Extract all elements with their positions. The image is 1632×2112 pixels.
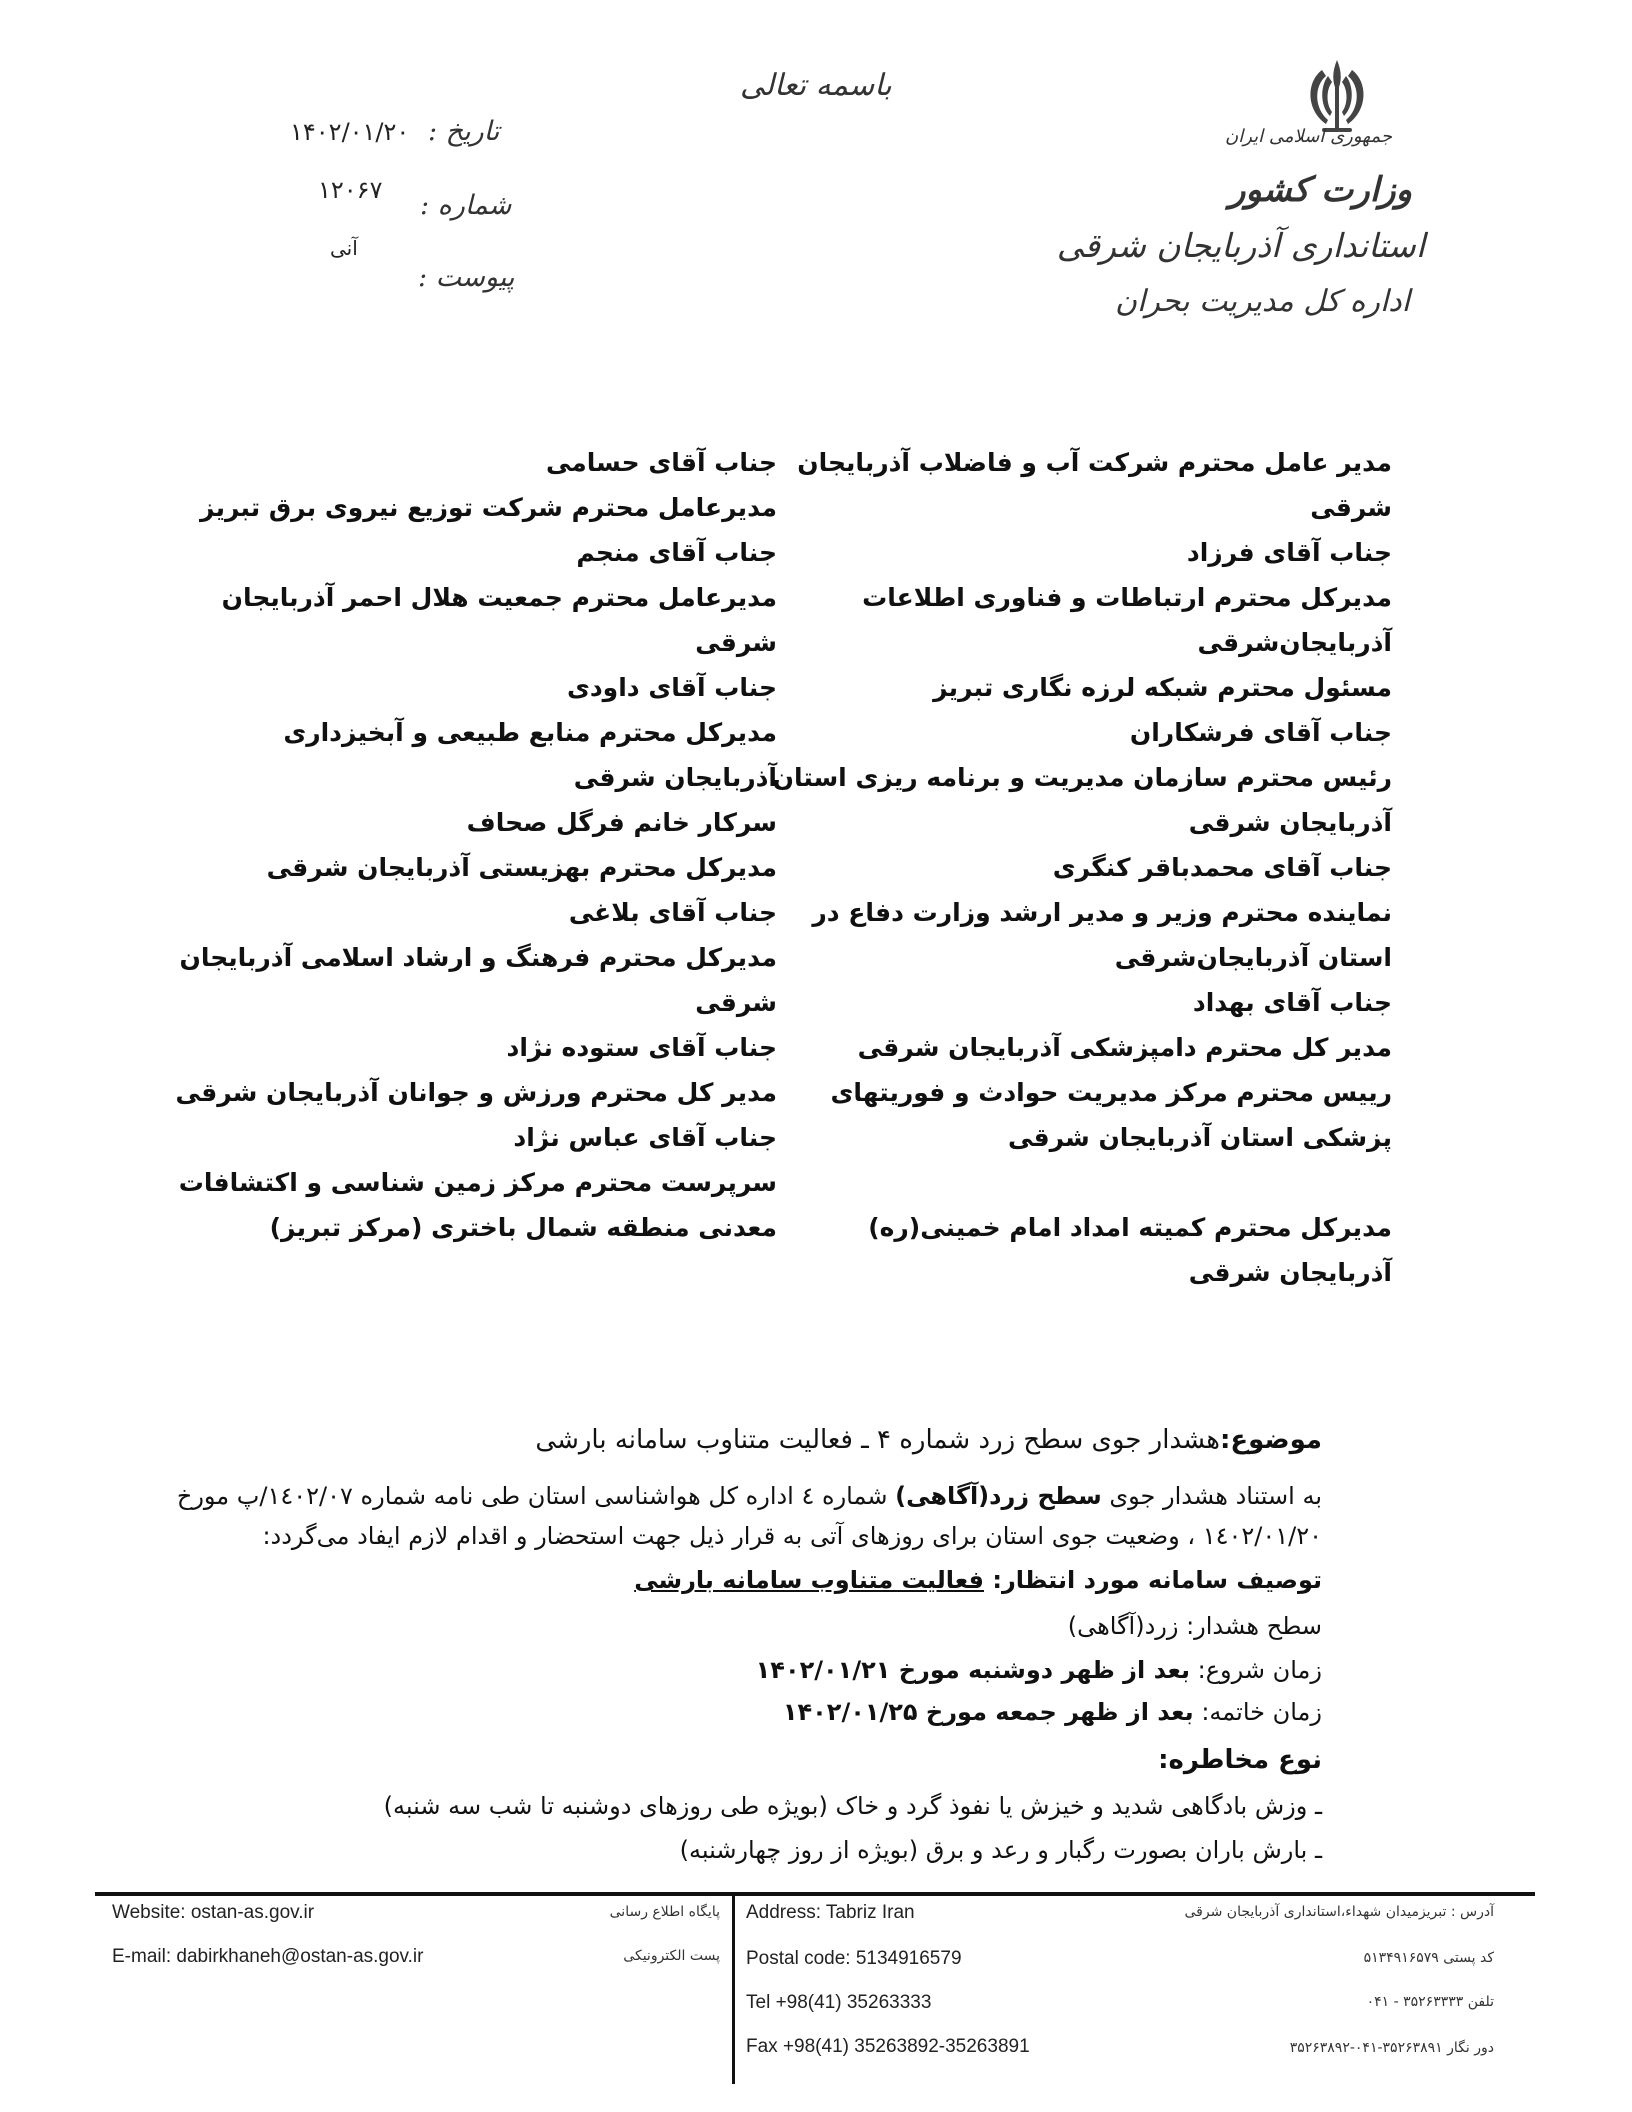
recipient-line: مدیرکل محترم ارتباطات و فناوری اطلاعات [862,583,1392,612]
recipient-line: مدیرعامل محترم شرکت توزیع نیروی برق تبریز [200,493,777,522]
recipient-line: رییس محترم مرکز مدیریت حوادث و فوریتهای [830,1078,1392,1107]
footer-website: Website: ostan-as.gov.ir [112,1902,315,1923]
recipient-line: جناب آقای منجم [576,538,777,567]
recipient-line: نماینده محترم وزیر و مدیر ارشد وزارت دفاع در [812,898,1392,927]
recipient-line: جناب آقای فرشکاران [1129,718,1392,747]
body-paragraph-line-1 [177,1476,1322,1516]
recipient-line: سرکار خانم فرگل صحاف [466,808,777,837]
recipient-line: پزشکی استان آذربایجان شرقی [1007,1123,1392,1152]
recipient-line: شرقی [695,988,777,1017]
urgency-value: آنی [330,236,358,260]
recipient-line: مدیر کل محترم ورزش و جوانان آذربایجان شرقی [175,1078,777,1107]
number-label: شماره : [420,190,512,221]
recipient-line: مسئول محترم شبکه لرزه نگاری تبریز [933,673,1392,702]
date-value: ۱۴۰۲/۰۱/۲۰ [290,118,410,146]
recipient-line: جناب آقای فرزاد [1186,538,1392,567]
description-value: فعالیت متناوب سامانه بارشی [634,1566,985,1594]
footer-address: Address: Tabriz Iran [746,1902,915,1923]
alert-level-emphasis: سطح زرد(آگاهی) [895,1482,1102,1510]
recipient-line: مدیرکل محترم منابع طبیعی و آبخیزداری [283,718,777,747]
recipient-line: جناب آقای محمدباقر کنگری [1052,853,1392,882]
org-governorate: استانداری آذربایجان شرقی [1056,226,1425,265]
description-label: توصیف سامانه مورد انتظار: [984,1566,1322,1594]
recipient-line: جناب آقای بلاغی [568,898,777,927]
recipient-line: جناب آقای حسامی [546,448,777,477]
org-ministry: وزارت کشور [1228,170,1412,210]
recipient-line: مدیر کل محترم دامپزشکی آذربایجان شرقی [857,1033,1392,1062]
recipients-right-column [772,440,1392,1295]
body-text: به استناد هشدار جوی [1101,1482,1322,1510]
subject-label: موضوع: [1220,1425,1322,1455]
recipient-line: آذربایجان‌شرقی [1197,628,1392,657]
footer-tel: Tel +98(41) 35263333 [746,1992,932,2013]
start-time-line [756,1650,1322,1690]
start-value: بعد از ظهر دوشنبه مورخ ۱۴۰۲/۰۱/۲۱ [755,1656,1190,1684]
recipient-line: جناب آقای داودی [566,673,777,702]
footer-website-label: پایگاه اطلاع رسانی [609,1904,720,1920]
recipients-left-column [175,440,777,1250]
recipient-line: مدیرعامل محترم جمعیت هلال احمر آذربایجان [221,583,777,612]
recipient-line: استان آذربایجان‌شرقی [1114,943,1392,972]
recipient-line: آذربایجان شرقی [1188,808,1392,837]
recipient-line: شرقی [1310,493,1392,522]
recipient-line: سرپرست محترم مرکز زمین شناسی و اکتشافات [178,1168,777,1197]
subject-line [535,1420,1322,1460]
org-country: جمهوری اسلامی ایران [1225,126,1392,147]
footer-postal-code: Postal code: 5134916579 [746,1948,962,1969]
recipient-line: آذربایجان شرقی [1188,1258,1392,1287]
hazard-item: ـ بارش باران بصورت رگبار و رعد و برق (بویژه از روز چهارشنبه) [679,1836,1322,1864]
recipient-line: جناب آقای ستوده نژاد [506,1033,777,1062]
start-label: زمان شروع: [1190,1656,1322,1684]
footer-fax-fa: دور نگار ۳۵۲۶۳۸۹۱-۰۴۱-۳۵۲۶۳۸۹۲ [1289,2040,1494,2056]
footer-fax: Fax +98(41) 35263892-35263891 [746,2036,1030,2057]
footer-divider [95,1892,1535,1896]
number-value: ۱۲۰۶۷ [318,176,383,204]
footer-email-label: پست الکترونیکی [623,1948,720,1964]
attachment-label: پیوست : [418,262,515,293]
end-label: زمان خاتمه: [1193,1698,1322,1726]
body-text: شماره ٤ اداره کل هواشناسی استان طی نامه شماره ۱٤۰۲/۰۷/پ مورخ [176,1482,896,1510]
date-label: تاریخ : [428,116,500,147]
bismillah-heading: باسمه تعالی [740,68,892,103]
hazard-type-label: نوع مخاطره: [1158,1745,1322,1775]
recipient-line [852,1160,1392,1205]
recipient-line: شرقی [695,628,777,657]
footer-column-divider [732,1894,735,2084]
recipient-line: مدیرکل محترم بهزیستی آذربایجان شرقی [266,853,777,882]
body-paragraph-line-2: ۱٤۰۲/۰۱/۲۰ ، وضعیت جوی استان برای روزهای آتی به قرار ذیل جهت استحضار و اقدام لازم ایفاد می‌گردد: [262,1522,1322,1550]
footer-tel-fa: تلفن ۳۵۲۶۳۳۳۳ - ۰۴۱ [1366,1994,1494,2010]
recipient-line: رئیس محترم سازمان مدیریت و برنامه ریزی استان [772,763,1392,792]
system-description [634,1560,1322,1600]
subject-text: هشدار جوی سطح زرد شماره ۴ ـ فعالیت متناوب سامانه بارشی [535,1425,1221,1455]
recipient-line: مدیرکل محترم کمیته امداد امام خمینی(ره) [868,1213,1392,1242]
recipient-line: مدیرکل محترم فرهنگ و ارشاد اسلامی آذربایجان [179,943,777,972]
end-value: بعد از ظهر جمعه مورخ ۱۴۰۲/۰۱/۲۵ [782,1698,1194,1726]
recipient-line: مدیر عامل محترم شرکت آب و فاضلاب آذربایجان [797,448,1392,477]
recipient-line: معدنی منطقه شمال باختری (مرکز تبریز) [269,1213,777,1242]
org-department: اداره کل مدیریت بحران [1114,284,1410,319]
end-time-line [783,1692,1322,1732]
recipient-line: جناب آقای بهداد [1192,988,1392,1017]
alert-level-line: سطح هشدار: زرد(آگاهی) [1067,1612,1322,1640]
recipient-line: جناب آقای عباس نژاد [513,1123,777,1152]
footer-postal-code-fa: کد پستی ۵۱۳۴۹۱۶۵۷۹ [1363,1950,1494,1966]
footer-address-fa: آدرس : تبریزمیدان شهداء،استانداری آذربایجان شرقی [1184,1904,1494,1920]
recipient-line: آذربایجان شرقی [573,763,777,792]
footer-email: E-mail: dabirkhaneh@ostan-as.gov.ir [112,1946,424,1967]
hazard-item: ـ وزش بادگاهی شدید و خیزش یا نفوذ گرد و خاک (بویژه طی روزهای دوشنبه تا شب سه شنبه) [383,1792,1322,1820]
